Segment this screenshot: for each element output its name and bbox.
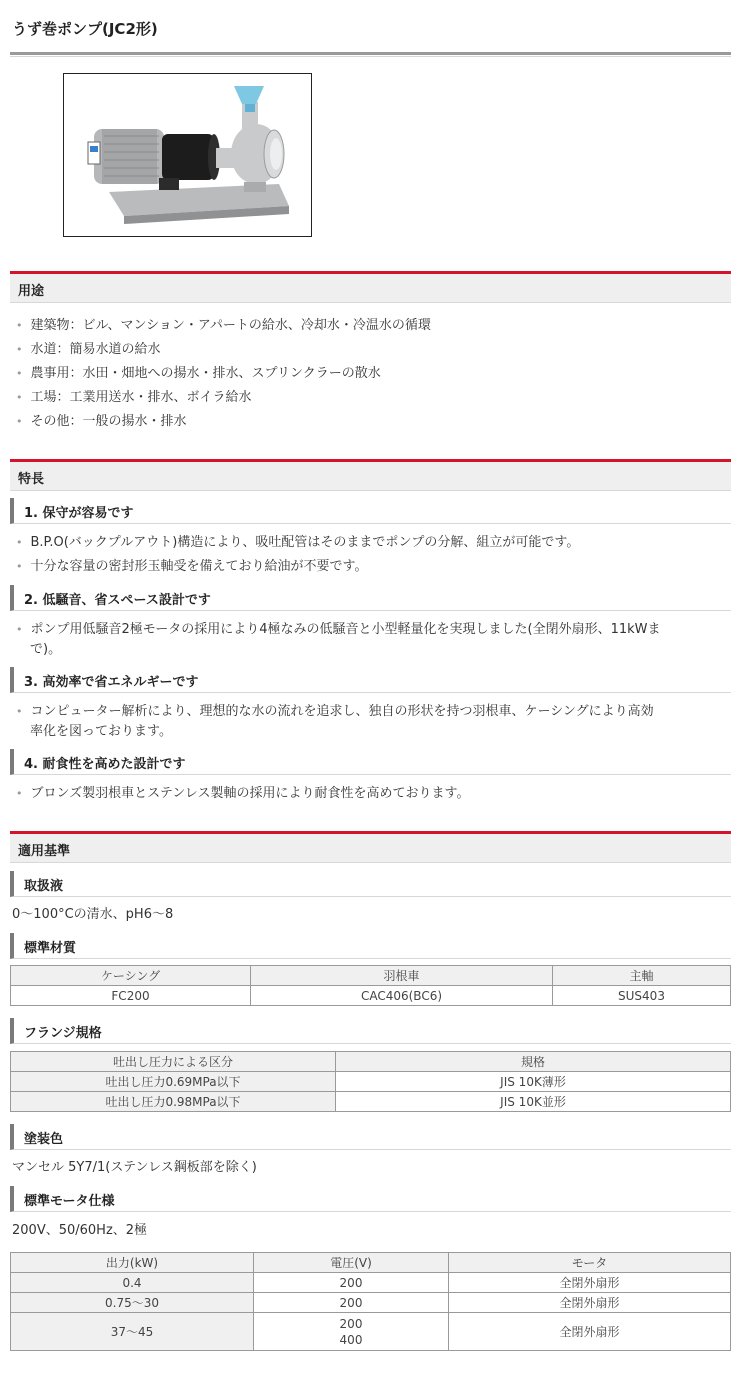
motor-row: [11, 1293, 731, 1313]
flange-title: フランジ規格: [24, 1026, 102, 1041]
features-heading: [10, 459, 731, 491]
fluid-heading: [10, 871, 731, 897]
feature-2-heading: [10, 585, 731, 611]
material-header-cell: 羽根車: [251, 966, 553, 986]
material-header-cell: ケーシング: [11, 966, 251, 986]
motor-cell: 全閉外扇形: [449, 1293, 731, 1313]
fluid-title: 取扱液: [24, 879, 64, 894]
usage-item: • 水道：簡易水道の給水: [16, 338, 161, 357]
motor-header-cell: 電圧(V): [254, 1253, 449, 1273]
flange-heading: [10, 1018, 731, 1044]
feature-3-title: 3. 高効率で省エネルギーです: [24, 675, 199, 690]
motor-cell: 200: [254, 1293, 449, 1313]
motor-heading: [10, 1186, 731, 1212]
material-header-cell: 主軸: [553, 966, 731, 986]
feature-2-title: 2. 低騒音、省スペース設計です: [24, 593, 211, 608]
feature-4-heading: [10, 749, 731, 775]
flange-header-cell: 規格: [336, 1052, 731, 1072]
motor-header-cell: 出力(kW): [11, 1253, 254, 1273]
product-photo: [63, 73, 312, 237]
paint-heading: [10, 1124, 731, 1150]
feature-1-item: • B.P.O(バックプルアウト)構造により、吸吐配管はそのままでポンプの分解、組立が可能です。: [16, 531, 579, 550]
flange-row: [11, 1072, 731, 1092]
feature-2-item-cont: で)。: [30, 642, 62, 657]
feature-3-item-cont: 率化を図っております。: [30, 724, 172, 739]
motor-cell: 37～45: [11, 1313, 254, 1351]
flange-header-cell: 吐出し圧力による区分: [11, 1052, 336, 1072]
motor-voltage-cell: [254, 1313, 449, 1351]
flange-cell: 吐出し圧力0.98MPa以下: [11, 1092, 336, 1112]
usage-item: • 農事用：水田・畑地への揚水・排水、スプリンクラーの散水: [16, 362, 381, 381]
material-cell: FC200: [11, 986, 251, 1006]
flange-header-row: [11, 1052, 731, 1072]
flange-cell: 吐出し圧力0.69MPa以下: [11, 1072, 336, 1092]
standards-heading-text: 適用基準: [18, 844, 71, 859]
material-header-row: [11, 966, 731, 986]
flange-cell: JIS 10K薄形: [336, 1072, 731, 1092]
motor-cell: 全閉外扇形: [449, 1313, 731, 1351]
material-table: [10, 965, 731, 1006]
feature-1-item: • 十分な容量の密封形玉軸受を備えており給油が不要です。: [16, 555, 367, 574]
motor-row: [11, 1313, 731, 1351]
material-title: 標準材質: [24, 941, 77, 956]
feature-3-item: • コンピューター解析により、理想的な水の流れを追求し、独自の形状を持つ羽根車、ケーシングにより高効: [16, 700, 654, 719]
motor-cell: 0.75～30: [11, 1293, 254, 1313]
material-heading: [10, 933, 731, 959]
pump-illustration: [64, 74, 311, 236]
feature-4-item: • ブロンズ製羽根車とステンレス製軸の採用により耐食性を高めております。: [16, 782, 469, 801]
motor-title: 標準モータ仕様: [24, 1194, 115, 1209]
feature-3-heading: [10, 667, 731, 693]
page-title: うず巻ポンプ(JC2形): [12, 20, 158, 38]
standards-heading: [10, 831, 731, 863]
motor-cell: 200: [254, 1273, 449, 1293]
motor-cell: 0.4: [11, 1273, 254, 1293]
flange-table: [10, 1051, 731, 1112]
material-row: [11, 986, 731, 1006]
feature-4-title: 4. 耐食性を高めた設計です: [24, 757, 186, 772]
flange-row: [11, 1092, 731, 1112]
fluid-text: 0～100°Cの清水、pH6～8: [12, 907, 174, 922]
paint-text: マンセル 5Y7/1(ステンレス鋼板部を除く): [12, 1160, 257, 1175]
material-cell: SUS403: [553, 986, 731, 1006]
feature-1-title: 1. 保守が容易です: [24, 506, 134, 521]
paint-title: 塗装色: [24, 1132, 64, 1147]
motor-cell: 全閉外扇形: [449, 1273, 731, 1293]
motor-voltage-value: 400: [339, 1332, 363, 1347]
features-heading-text: 特長: [18, 472, 45, 487]
motor-row: [11, 1273, 731, 1293]
motor-header-row: [11, 1253, 731, 1273]
title-divider-thin: [10, 56, 731, 57]
usage-heading: [10, 271, 731, 303]
usage-item: • 工場：工業用送水・排水、ボイラ給水: [16, 386, 252, 405]
title-divider: [10, 52, 731, 55]
usage-item: • その他：一般の揚水・排水: [16, 410, 187, 429]
material-cell: CAC406(BC6): [251, 986, 553, 1006]
motor-header-cell: モータ: [449, 1253, 731, 1273]
flange-cell: JIS 10K並形: [336, 1092, 731, 1112]
feature-1-heading: [10, 498, 731, 524]
feature-2-item: • ポンプ用低騒音2極モータの採用により4極なみの低騒音と小型軽量化を実現しました(全閉外扇形、11kWま: [16, 618, 661, 637]
motor-table: [10, 1252, 731, 1351]
motor-voltage-value: 200: [339, 1316, 363, 1331]
usage-item: • 建築物：ビル、マンション・アパートの給水、冷却水・冷温水の循環: [16, 314, 431, 333]
motor-text: 200V、50/60Hz、2極: [12, 1223, 148, 1238]
usage-heading-text: 用途: [18, 284, 45, 299]
